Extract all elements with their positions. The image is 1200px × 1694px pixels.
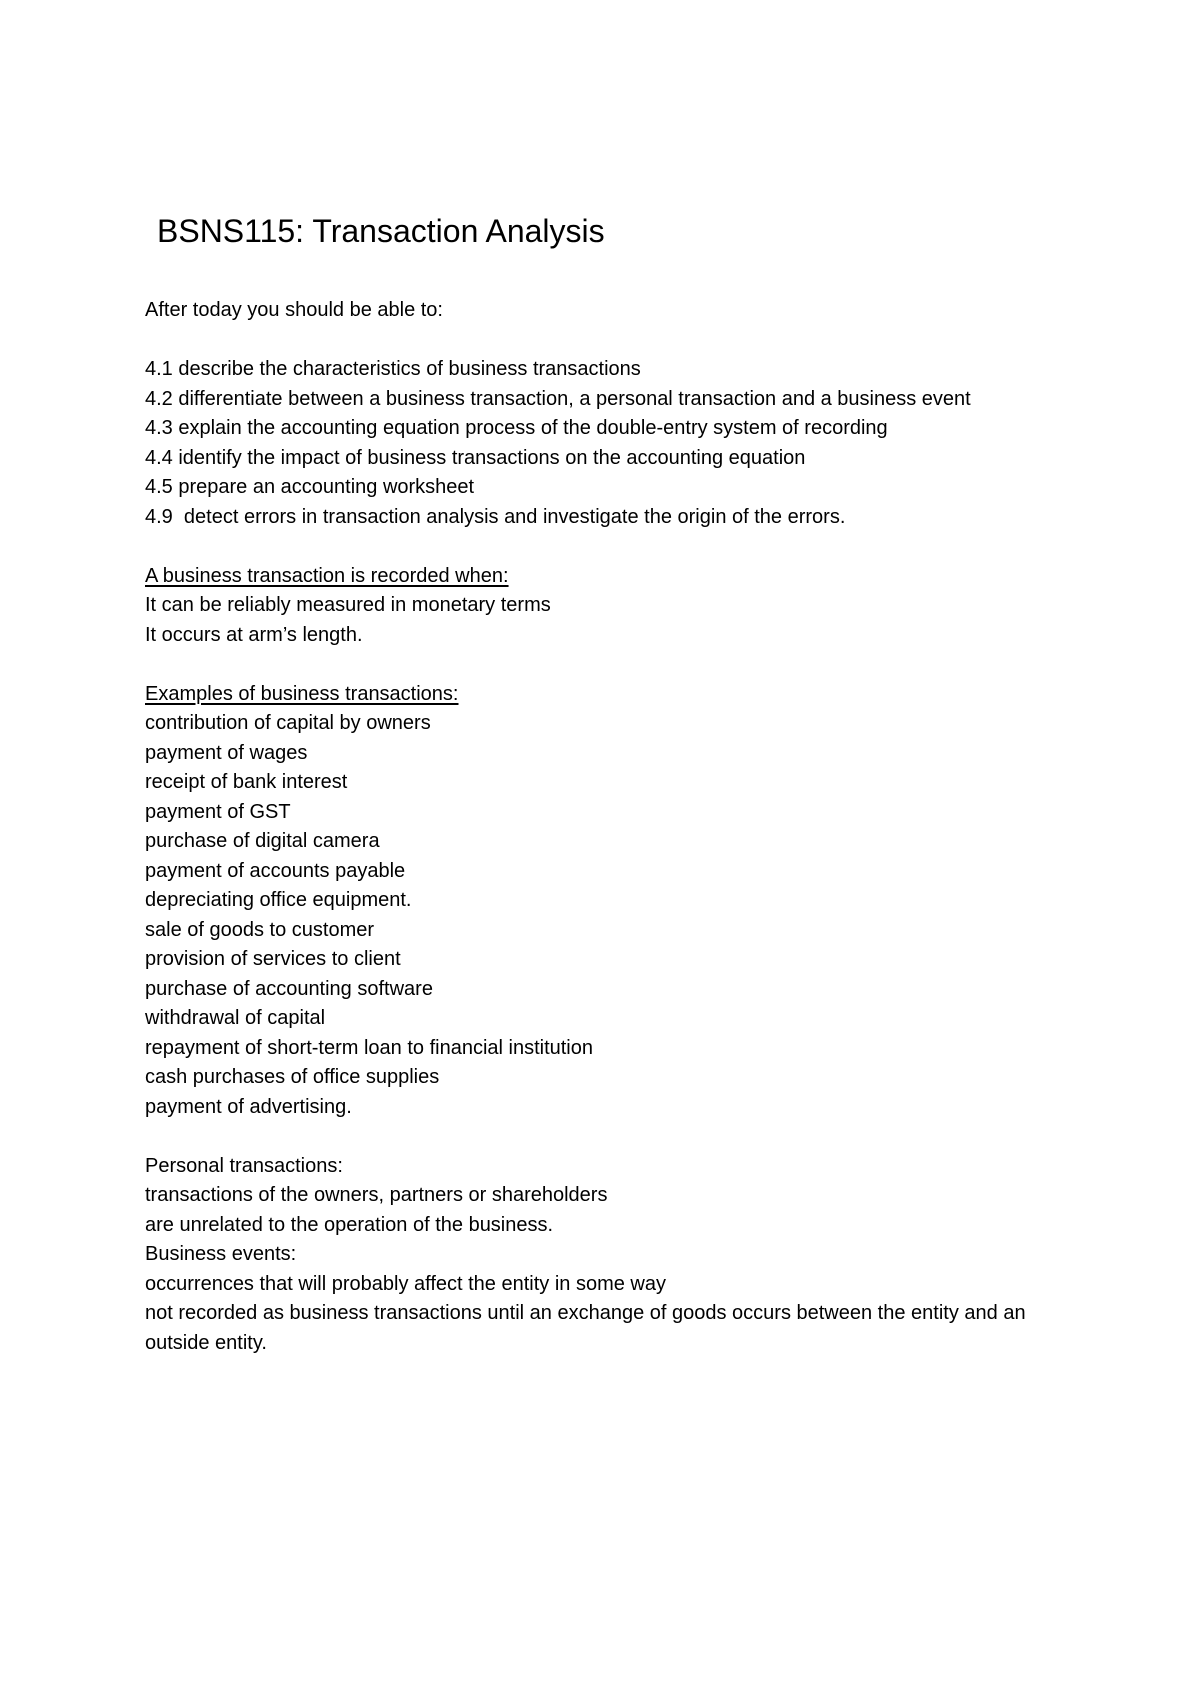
example-item: repayment of short-term loan to financial institution bbox=[145, 1036, 593, 1059]
paragraph-gap bbox=[145, 326, 1075, 356]
example-item: receipt of bank interest bbox=[145, 771, 348, 793]
example-item: cash purchases of office supplies bbox=[145, 1066, 440, 1088]
example-item: payment of GST bbox=[145, 800, 291, 823]
recorded-when-section bbox=[145, 562, 1075, 651]
example-item: contribution of capital by owners bbox=[145, 712, 431, 734]
example-item: payment of wages bbox=[145, 741, 308, 764]
business-events-item: occurrences that will probably affect the entity in some way bbox=[145, 1272, 666, 1295]
personal-transactions-heading: Personal transactions: bbox=[145, 1154, 343, 1177]
personal-transactions-item: are unrelated to the operation of the business. bbox=[145, 1213, 554, 1236]
objective-4-5: 4.5 prepare an accounting worksheet bbox=[145, 476, 475, 498]
recorded-when-heading: A business transaction is recorded when: bbox=[145, 564, 509, 587]
examples-heading: Examples of business transactions: bbox=[145, 682, 459, 705]
personal-transactions-item: transactions of the owners, partners or shareholders bbox=[145, 1184, 608, 1206]
example-item: depreciating office equipment. bbox=[145, 889, 412, 911]
recorded-when-item: It can be reliably measured in monetary terms bbox=[145, 594, 551, 616]
document-title: BSNS115: Transaction Analysis bbox=[157, 213, 605, 249]
example-item: purchase of digital camera bbox=[145, 830, 380, 852]
examples-section bbox=[145, 680, 1075, 1123]
objective-4-3: 4.3 explain the accounting equation process of the double-entry system of recording bbox=[145, 417, 888, 439]
example-item: withdrawal of capital bbox=[145, 1007, 326, 1029]
business-events-heading: Business events: bbox=[145, 1243, 297, 1265]
learning-objectives-list bbox=[145, 355, 1075, 532]
objective-4-2: 4.2 differentiate between a business transaction, a personal transaction and a business event bbox=[145, 387, 971, 410]
recorded-when-item: It occurs at arm’s length. bbox=[145, 623, 363, 646]
example-item: purchase of accounting software bbox=[145, 977, 433, 1000]
objective-4-9: 4.9 detect errors in transaction analysis and investigate the origin of the errors. bbox=[145, 505, 846, 528]
example-item: sale of goods to customer bbox=[145, 918, 375, 941]
objective-4-4: 4.4 identify the impact of business transactions on the accounting equation bbox=[145, 446, 806, 469]
paragraph-gap bbox=[145, 650, 1075, 680]
paragraph-gap bbox=[145, 1122, 1075, 1152]
objective-4-1: 4.1 describe the characteristics of business transactions bbox=[145, 358, 641, 380]
business-events-section bbox=[145, 1240, 1075, 1358]
business-events-item: not recorded as business transactions until an exchange of goods occurs between the entity and an outside entity. bbox=[145, 1302, 1032, 1354]
document-body bbox=[145, 296, 1075, 1358]
personal-transactions-section bbox=[145, 1152, 1075, 1241]
intro-text: After today you should be able to: bbox=[145, 299, 443, 321]
example-item: payment of advertising. bbox=[145, 1095, 352, 1118]
paragraph-gap bbox=[145, 532, 1075, 562]
example-item: payment of accounts payable bbox=[145, 859, 406, 882]
example-item: provision of services to client bbox=[145, 948, 401, 970]
